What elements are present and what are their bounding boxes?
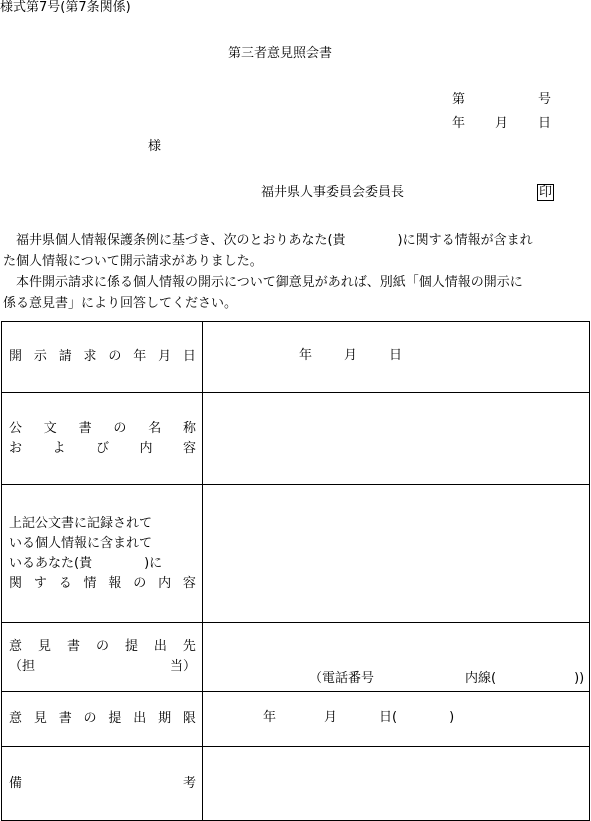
request-year: 年 (299, 348, 313, 363)
value-deadline (203, 692, 590, 747)
document-name-label-char: 公 (9, 420, 23, 436)
personal-info-line-4-char: す (33, 575, 47, 591)
deadline-label-char: 限 (182, 711, 196, 726)
doc-number-prefix: 第 (452, 92, 466, 107)
document-content-label-char: 容 (182, 440, 196, 456)
sender-name: 福井県人事委員会委員長 (261, 185, 405, 200)
label-personal-info (2, 485, 203, 623)
seal-mark: 印 (539, 185, 553, 200)
document-content-label-char: お (9, 440, 23, 456)
remarks-label-b: 考 (182, 775, 196, 791)
value-personal-info (203, 485, 590, 623)
value-remarks (203, 747, 590, 821)
deadline-year: 年 (263, 710, 277, 725)
document-title: 第三者意見照会書 (228, 46, 333, 61)
label-remarks (2, 747, 203, 821)
document-content-label-char: 内 (139, 440, 153, 456)
submission-to-label-char: の (95, 639, 109, 654)
deadline-label-char: の (83, 711, 97, 726)
document-name-label-char: の (113, 420, 127, 436)
row-personal-info (2, 485, 590, 623)
request-date-label-char: 月 (158, 349, 172, 364)
personal-info-line-4-char: 関 (9, 575, 23, 591)
request-month: 月 (344, 348, 358, 363)
remarks-label-a: 備 (9, 775, 23, 791)
request-date-label-char: 開 (9, 349, 23, 364)
label-request-date (2, 322, 203, 393)
date-year: 年 (452, 116, 466, 131)
request-day: 日 (389, 348, 403, 363)
row-submission-to (2, 623, 590, 692)
contact-label-open: （担 (9, 659, 36, 674)
deadline-label-char: 期 (158, 711, 172, 726)
extension-label: 内線( )) (465, 671, 585, 686)
request-date-label-char: の (108, 349, 122, 364)
date-month: 月 (495, 116, 509, 131)
row-document-name (2, 393, 590, 485)
body-line-1: 福井県個人情報保護条例に基づき、次のとおりあなた(貴 )に関する情報が含まれ (3, 233, 533, 248)
personal-info-line-4-char: る (58, 575, 72, 591)
doc-number-suffix: 号 (538, 92, 552, 107)
document-name-label-char: 名 (148, 420, 162, 436)
personal-info-line-2: いる個人情報に含まれて (9, 535, 153, 551)
document-name-label-char: 書 (78, 420, 92, 436)
deadline-label-char: 意 (9, 711, 23, 726)
document-content-label-char: び (95, 440, 109, 456)
body-line-4: 係る意見書」により回答してください。 (3, 296, 238, 311)
request-date-label-char: 日 (182, 349, 196, 364)
personal-info-line-4-char: の (133, 575, 147, 591)
personal-info-line-4-char: 報 (108, 575, 122, 591)
document-name-label-char: 文 (43, 420, 57, 436)
value-submission-to (203, 623, 590, 692)
value-document-name (203, 393, 590, 485)
personal-info-line-4-char: 内 (158, 575, 172, 591)
deadline-month: 月 (324, 710, 338, 725)
deadline-label-char: 書 (58, 711, 72, 726)
submission-to-label-char: 見 (37, 639, 51, 654)
submission-to-label-char: 出 (153, 639, 167, 654)
phone-label: （電話番号 (309, 671, 375, 686)
body-line-2: た個人情報について開示請求がありました。 (3, 254, 263, 269)
deadline-label-char: 出 (133, 711, 147, 726)
inquiry-table (1, 321, 590, 821)
body-text (3, 230, 587, 314)
document-name-label-char: 称 (182, 420, 196, 436)
personal-info-line-1: 上記公文書に記録されて (9, 515, 153, 531)
addressee-suffix: 様 (148, 139, 162, 154)
label-submission-to (2, 623, 203, 692)
request-date-label-char: 年 (133, 349, 147, 364)
row-deadline (2, 692, 590, 747)
personal-info-line-3: いるあなた(貴 )に (9, 555, 163, 571)
body-line-3: 本件開示請求に係る個人情報の開示について御意見があれば、別紙「個人情報の開示に (3, 275, 523, 290)
submission-to-label-char: 提 (124, 639, 138, 654)
form-number: 様式第7号(第7条関係) (0, 0, 131, 15)
document-content-label-char: よ (52, 440, 66, 456)
request-date-label-char: 求 (83, 349, 97, 364)
deadline-day: 日( ) (379, 710, 455, 725)
value-request-date (203, 322, 590, 393)
submission-to-label-char: 先 (182, 639, 196, 654)
date-day: 日 (538, 116, 552, 131)
label-deadline (2, 692, 203, 747)
request-date-label-char: 示 (33, 349, 47, 364)
contact-label-close: 当） (169, 659, 196, 674)
submission-to-label-char: 意 (9, 639, 23, 654)
request-date-label-char: 請 (58, 349, 72, 364)
deadline-label-char: 提 (108, 711, 122, 726)
personal-info-line-4-char: 容 (182, 575, 196, 591)
label-document-name (2, 393, 203, 485)
deadline-label-char: 見 (33, 711, 47, 726)
row-remarks (2, 747, 590, 821)
personal-info-line-4-char: 情 (83, 575, 97, 591)
submission-to-label-char: 書 (66, 639, 80, 654)
row-request-date (2, 322, 590, 393)
